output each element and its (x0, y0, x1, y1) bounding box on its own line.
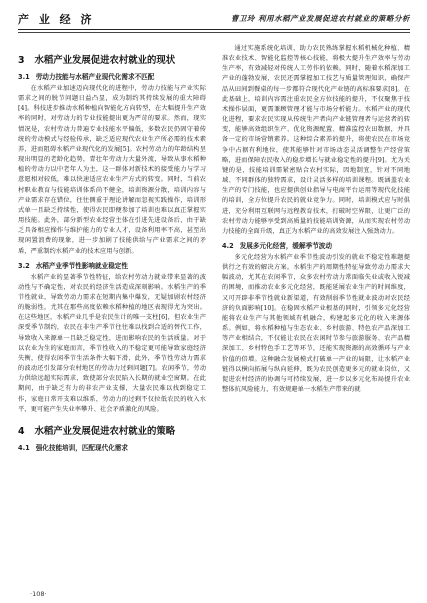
paragraph-4-2: 多元化经营为水稻产业季节性波动引发的就业不稳定性难题提供行之有效的解决方案。水稻生产的周期性特征导致劳动力需求大幅波动，尤其在农闲季节，众多农村劳动力常面临失业或收入锐减的困境，而推动农业多元化经营，既能延展农业生产的时间维度，又可开辟非季节性就业新渠道，有效削弱季节性就业波动对农民经济的负面影响[10]。在稳固水稻产业根基的同时，引领多元化经营能将农业生产与其他领域有机融合，构建起多元化的收入来源体系。例如，将水稻种植与生态农业、乡村旅游、特色农产品深加工等产业相结合，不仅能让农民在农闲时节参与旅游服务、农产品精深加工、乡村特色手工艺等环节，还能实现资源的高效循环与产业价值的倍增。这种融合发展模式打破单一产业的局限，让水稻产业链得以横向拓展与纵向延伸，既为农民创造更多元的就业岗位，又促进农村经济的协调与可持续发展，进一步以多元化布局提升农业整体抗风险能力，有效规避单一水稻生产带来的就 (222, 253, 410, 393)
subsection-title: 强化技能培训，匹配现代化需求 (35, 443, 128, 452)
paragraph-4-1: 通过实施系统化培训，助力农民熟练掌握水稻机械化种植、精准农业技术、智能化监控等核心技能，将极大提升生产效率与劳动生产率，有效减轻对传统人工劳作的依赖。同时，随着水稻深加工产业的蓬勃发展，农民还需掌握加工技艺与质量管理知识，确保产品从田间到餐桌的每一步都符合现代化产业链的高标准要求[8]。在此基础上，培训内容需注重农民全方位技能的提升，不仅聚焦于技术操作层面，更需兼顾管理才能与市场分析能力。水稻产业的现代化进程，要求农民实现从传统生产者向产业链管理者与运营者的转变，能够高效组织生产、优化资源配置、精准监控农田数据，并具备一定的市场营销素养。这种综合素养的提升，将使农民在市场竞争中占据有利地位，使其能够针对市场动态灵活调整生产经营策略，进而保障农民收入的稳步增长与就业稳定性的提升[9]。尤为关键的是，技能培训需紧密贴合农村实际，因地制宜，针对不同地域、不同群体的独特需求，设计灵活多样的培训课程。既涵盖农业生产的专门技能，也应提供创业指导与电商平台运用等现代化技能的培训，全方位提升农民的就业竞争力。同时，培训模式应与时俱进，充分利用互联网与远程教育技术，打破时空界限，让更广泛的农村劳动力能够享受到高质量的技能培训资源，从而实现农村劳动力技能的全面升级，真正为水稻产业的高效发展注入强劲动力。 (222, 45, 410, 235)
subsection-heading-4-2 (222, 240, 410, 250)
right-column (222, 44, 410, 590)
section-heading-3 (18, 52, 206, 66)
section-heading-4 (18, 423, 206, 437)
subsection-number: 3.2 (18, 261, 30, 270)
page-number: ·108· (30, 590, 47, 598)
subsection-number: 4.1 (18, 443, 30, 452)
section-number: 3 (18, 55, 25, 66)
running-header (18, 8, 410, 30)
subsection-heading-3-1 (18, 71, 206, 81)
left-column (18, 44, 206, 590)
section-label: 产 业 经 济 (18, 13, 95, 26)
header-rule-thin (18, 32, 410, 33)
subsection-number: 3.1 (18, 73, 30, 81)
header-rule-thick (18, 29, 410, 30)
subsection-heading-4-1 (18, 442, 206, 452)
subsection-title: 劳动力技能与水稻产业现代化需求不匹配 (35, 73, 155, 81)
subsection-title: 发展多元化经营，缓解季节波动 (239, 241, 332, 250)
section-number: 4 (18, 425, 25, 437)
running-title: 曹卫玲 利用水稻产业发展促进农村就业的策略分析 (231, 14, 410, 23)
section-title: 水稻产业发展促进农村就业的现状 (34, 55, 176, 66)
section-title: 水稻产业发展促进农村就业的策略 (34, 425, 176, 437)
paragraph-3-2: 水稻产业的显著季节性特征，给农村劳动力就业带来显著的波动性与不确定性，对农民的经济生活造成深刻影响。水稻生产的季节性就业，导致劳动力需求在短期内集中爆发，无疑加剧农村经济的脆弱性，尤其在那些高度依赖水稻种植的地区表现得尤为突出。在这些地区，水稻产业几乎是农民生计的唯一支柱[6]，但农业生产深受季节制约，农民在非生产季节往往难以找到合适的替代工作，导致收入来源单一且缺乏稳定性，进而影响农民的生活质量。对于以农业为生的家庭而言，季节性收入的不稳定更可能导致家庭经济失衡，使得农闲季节生活条件大幅下滑，此外，季节性劳动力需求的波动还引发部分农村地区的劳动力过剩问题[7]。农闲季节，劳动力供给远超实际需求，致使部分农民陷入长期的就业空窗期。在此期间，由于缺乏有力的非农产业支撑，大量农民难以找到稳定工作，家庭日常开支难以维系，劳动力的过剩不仅拉低农民的收入水平，更可能产生失业率攀升、社会矛盾激化的风险。 (18, 273, 206, 413)
subsection-title: 水稻产业季节性影响就业稳定性 (35, 261, 128, 270)
subsection-heading-3-2 (18, 260, 206, 270)
paragraph-3-1: 在水稻产业加速迈向现代化的进程中，劳动力技能与产业实际需求之间的脱节问题日益凸显，成为制约其持续发展的重大障碍[4]。科技进步推动水稻种植向智能化方向转型，在大幅提升生产效率的同时，对劳动力的专业技能提出更为严苛的要求。然而，现实情况是，农村劳动力普遍专业技能水平偏低，多数农民仍固守着传统的劳动模式与经验传承，缺乏适应现代农业生产所必需的技术素养，进而阻碍水稻产业现代化的发展[5]。农村劳动力的年龄结构呈现出明显的老龄化趋势，青壮年劳动力大量外流，导致从事水稻种植的劳动力以中老年人为主，这一群体对新技术的接受能力与学习意愿相对较低，难以快速适应农业生产方式的转变。同时，当前农村职业教育与技能培训体系尚不健全，培训资源分散，培训内容与产业需求存在错位，往往侧重于理论讲解而忽视实践操作，培训形式单一且缺乏持续性，使得农民即便参加了培训也难以真正掌握实用技能。此外，部分新型农业经营主体在引进先进设备后，由于缺乏具备相应操作与维护能力的专业人才，设备利用率不高，甚至出现闲置浪费的现象，进一步加剧了技能供给与产业需求之间的矛盾，严重制约水稻产业的技术应用与创新。 (18, 85, 206, 255)
subsection-number: 4.2 (222, 241, 234, 250)
